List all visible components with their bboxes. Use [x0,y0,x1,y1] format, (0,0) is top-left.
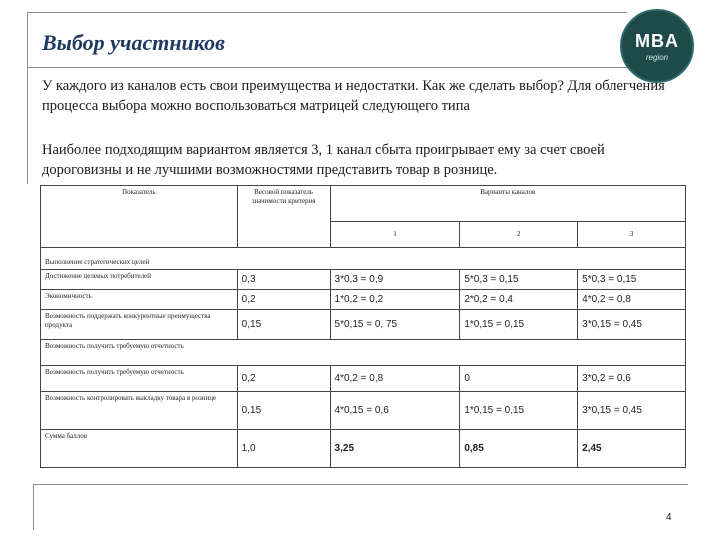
header-variant-1: 1 [330,222,460,248]
row-value-2: 1*0,15 = 0,15 [460,310,578,340]
table-row [41,366,686,392]
row-value-1: 4*0,15 = 0,6 [330,392,460,430]
row-value-3: 5*0,3 = 0,15 [578,270,686,290]
row-label: Возможность контролировать выкладку товара в рознице [41,392,238,430]
row-weight: 0,15 [237,392,330,430]
table-row [41,392,686,430]
header-variants: Варианты каналов [330,186,685,222]
row-value-3: 3*0,2 = 0,6 [578,366,686,392]
row-value-3: 3*0,15 = 0,45 [578,310,686,340]
header-weight: Весовой показатель значимости критерия [237,186,330,248]
row-weight: 0,15 [237,310,330,340]
total-value-2: 0,85 [460,430,578,468]
row-value-1: 4*0,2 = 0,8 [330,366,460,392]
table-row [41,290,686,310]
row-label: Достижение целевых потребителей [41,270,238,290]
row-value-2: 2*0,2 = 0,4 [460,290,578,310]
section-strategic: Выполнение стратегических целей [41,248,686,270]
frame-line-bottom [33,484,688,485]
row-label: Возможность получить требуемую отчетность [41,366,238,392]
total-value-3: 2,45 [578,430,686,468]
frame-line-top [27,12,627,13]
row-weight: 0,2 [237,290,330,310]
channel-selection-matrix [40,185,686,468]
frame-line-title-divider [27,67,680,68]
section-reporting: Возможность получить требуемую отчетность [41,340,686,366]
table-row [41,310,686,340]
row-value-1: 5*0,15 = 0, 75 [330,310,460,340]
row-value-1: 3*0,3 = 0,9 [330,270,460,290]
table-row [41,270,686,290]
row-value-2: 1*0,15 = 0,15 [460,392,578,430]
row-label: Экономичность [41,290,238,310]
header-variant-2: 2 [460,222,578,248]
page-number: 4 [666,512,672,523]
header-indicator: Показатель [41,186,238,248]
row-value-2: 5*0,3 = 0,15 [460,270,578,290]
total-label: Сумма баллов [41,430,238,468]
total-value-1: 3,25 [330,430,460,468]
row-weight: 0,3 [237,270,330,290]
mba-logo [620,9,694,83]
row-weight: 0,2 [237,366,330,392]
row-value-3: 3*0,15 = 0,45 [578,392,686,430]
row-value-2: 0 [460,366,578,392]
total-weight: 1,0 [237,430,330,468]
logo-main-text: MBA [635,30,679,51]
row-value-3: 4*0,2 = 0,8 [578,290,686,310]
row-value-1: 1*0,2 = 0,2 [330,290,460,310]
table-row-total [41,430,686,468]
frame-line-left-top [27,12,28,184]
row-label: Возможность поддержать конкурентные преимущества продукта [41,310,238,340]
conclusion-paragraph: Наиболее подходящим вариантом является 3, 1 канал сбыта проигрывает ему за счет своей дороговизны и не лучшими возможностями представить товар в рознице. [42,142,605,178]
intro-paragraph: У каждого из каналов есть свои преимущества и недостатки. Как же сделать выбор? Для облегчения процесса выбора можно воспользоваться матрицей следующего типа [42,78,665,114]
logo-sub-text: region [645,52,669,62]
frame-line-left-bottom [33,484,34,530]
slide-title: Выбор участников [42,30,225,55]
header-variant-3: 3 [578,222,686,248]
